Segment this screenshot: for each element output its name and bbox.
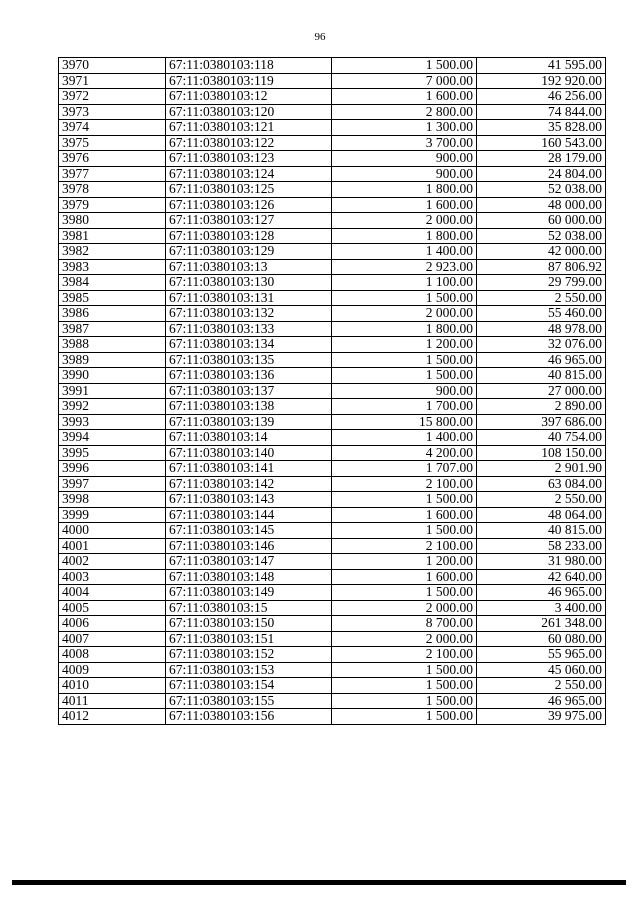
cadastral-number-cell: 67:11:0380103:148 [166,569,332,585]
cadastral-value-cell: 40 815.00 [477,523,606,539]
table-row [59,569,606,585]
area-cell: 1 500.00 [332,290,477,306]
row-number-cell: 3994 [59,430,166,446]
cadastral-number-cell: 67:11:0380103:13 [166,259,332,275]
row-number-cell: 3973 [59,104,166,120]
cadastral-value-cell: 27 000.00 [477,383,606,399]
area-cell: 15 800.00 [332,414,477,430]
area-cell: 1 500.00 [332,492,477,508]
table-row [59,600,606,616]
cadastral-number-cell: 67:11:0380103:149 [166,585,332,601]
cadastral-value-cell: 46 965.00 [477,585,606,601]
area-cell: 2 923.00 [332,259,477,275]
cadastral-number-cell: 67:11:0380103:141 [166,461,332,477]
area-cell: 1 500.00 [332,368,477,384]
row-number-cell: 3980 [59,213,166,229]
area-cell: 1 500.00 [332,662,477,678]
area-cell: 1 600.00 [332,569,477,585]
cadastral-value-cell: 29 799.00 [477,275,606,291]
cadastral-value-cell: 52 038.00 [477,182,606,198]
cadastral-value-cell: 87 806.92 [477,259,606,275]
cadastral-number-cell: 67:11:0380103:119 [166,73,332,89]
row-number-cell: 4008 [59,647,166,663]
table-row [59,492,606,508]
table-row [59,523,606,539]
row-number-cell: 4002 [59,554,166,570]
area-cell: 1 500.00 [332,523,477,539]
cadastral-value-cell: 40 815.00 [477,368,606,384]
row-number-cell: 4011 [59,693,166,709]
area-cell: 1 500.00 [332,352,477,368]
area-cell: 1 600.00 [332,507,477,523]
cadastral-value-cell: 42 640.00 [477,569,606,585]
area-cell: 1 600.00 [332,89,477,105]
row-number-cell: 3995 [59,445,166,461]
area-cell: 1 600.00 [332,197,477,213]
cadastral-value-cell: 192 920.00 [477,73,606,89]
row-number-cell: 4006 [59,616,166,632]
row-number-cell: 3992 [59,399,166,415]
cadastral-value-cell: 2 550.00 [477,678,606,694]
table-row [59,290,606,306]
cadastral-value-cell: 28 179.00 [477,151,606,167]
table-row [59,631,606,647]
table-row [59,197,606,213]
area-cell: 1 500.00 [332,709,477,725]
row-number-cell: 3984 [59,275,166,291]
area-cell: 1 500.00 [332,58,477,74]
table-row [59,244,606,260]
table-row [59,337,606,353]
area-cell: 900.00 [332,151,477,167]
cadastral-number-cell: 67:11:0380103:144 [166,507,332,523]
row-number-cell: 3985 [59,290,166,306]
cadastral-value-cell: 58 233.00 [477,538,606,554]
row-number-cell: 4009 [59,662,166,678]
footer-rule [12,880,626,885]
table-row [59,709,606,725]
table-row [59,120,606,136]
row-number-cell: 3982 [59,244,166,260]
cadastral-value-cell: 397 686.00 [477,414,606,430]
table-row [59,507,606,523]
cadastral-value-cell: 48 978.00 [477,321,606,337]
cadastral-number-cell: 67:11:0380103:122 [166,135,332,151]
area-cell: 900.00 [332,383,477,399]
cadastral-value-table [58,57,606,725]
area-cell: 3 700.00 [332,135,477,151]
cadastral-value-cell: 60 000.00 [477,213,606,229]
cadastral-value-cell: 108 150.00 [477,445,606,461]
table-row [59,461,606,477]
table-row [59,445,606,461]
cadastral-number-cell: 67:11:0380103:155 [166,693,332,709]
table-row [59,166,606,182]
row-number-cell: 3987 [59,321,166,337]
cadastral-number-cell: 67:11:0380103:145 [166,523,332,539]
cadastral-number-cell: 67:11:0380103:125 [166,182,332,198]
cadastral-value-cell: 60 080.00 [477,631,606,647]
cadastral-value-cell: 41 595.00 [477,58,606,74]
cadastral-number-cell: 67:11:0380103:118 [166,58,332,74]
row-number-cell: 3998 [59,492,166,508]
table-row [59,89,606,105]
table-row [59,104,606,120]
row-number-cell: 3989 [59,352,166,368]
cadastral-value-cell: 48 064.00 [477,507,606,523]
cadastral-number-cell: 67:11:0380103:121 [166,120,332,136]
cadastral-number-cell: 67:11:0380103:134 [166,337,332,353]
cadastral-number-cell: 67:11:0380103:154 [166,678,332,694]
table-row [59,430,606,446]
row-number-cell: 4001 [59,538,166,554]
cadastral-value-cell: 32 076.00 [477,337,606,353]
table-body [59,58,606,725]
area-cell: 1 300.00 [332,120,477,136]
row-number-cell: 3997 [59,476,166,492]
cadastral-number-cell: 67:11:0380103:139 [166,414,332,430]
table-row [59,662,606,678]
table-row [59,554,606,570]
cadastral-value-cell: 48 000.00 [477,197,606,213]
cadastral-number-cell: 67:11:0380103:142 [166,476,332,492]
row-number-cell: 3988 [59,337,166,353]
cadastral-value-cell: 261 348.00 [477,616,606,632]
table-row [59,585,606,601]
row-number-cell: 3990 [59,368,166,384]
cadastral-number-cell: 67:11:0380103:131 [166,290,332,306]
cadastral-number-cell: 67:11:0380103:140 [166,445,332,461]
row-number-cell: 4007 [59,631,166,647]
cadastral-value-cell: 40 754.00 [477,430,606,446]
row-number-cell: 3981 [59,228,166,244]
area-cell: 1 400.00 [332,430,477,446]
cadastral-value-cell: 55 460.00 [477,306,606,322]
table-row [59,213,606,229]
table-row [59,399,606,415]
cadastral-value-cell: 2 550.00 [477,492,606,508]
table-row [59,275,606,291]
cadastral-number-cell: 67:11:0380103:120 [166,104,332,120]
row-number-cell: 3972 [59,89,166,105]
area-cell: 2 000.00 [332,600,477,616]
table-row [59,58,606,74]
row-number-cell: 3977 [59,166,166,182]
row-number-cell: 3999 [59,507,166,523]
row-number-cell: 3971 [59,73,166,89]
row-number-cell: 3991 [59,383,166,399]
table-row [59,538,606,554]
area-cell: 1 500.00 [332,678,477,694]
area-cell: 1 500.00 [332,585,477,601]
cadastral-number-cell: 67:11:0380103:127 [166,213,332,229]
area-cell: 1 800.00 [332,321,477,337]
area-cell: 2 800.00 [332,104,477,120]
page-number: 96 [314,31,326,43]
cadastral-number-cell: 67:11:0380103:143 [166,492,332,508]
cadastral-value-cell: 74 844.00 [477,104,606,120]
cadastral-number-cell: 67:11:0380103:152 [166,647,332,663]
table-row [59,476,606,492]
table-row [59,352,606,368]
area-cell: 4 200.00 [332,445,477,461]
cadastral-number-cell: 67:11:0380103:14 [166,430,332,446]
row-number-cell: 3978 [59,182,166,198]
cadastral-number-cell: 67:11:0380103:124 [166,166,332,182]
table-row [59,228,606,244]
area-cell: 1 200.00 [332,554,477,570]
cadastral-value-cell: 2 890.00 [477,399,606,415]
cadastral-number-cell: 67:11:0380103:137 [166,383,332,399]
area-cell: 2 100.00 [332,538,477,554]
table-row [59,693,606,709]
cadastral-value-cell: 24 804.00 [477,166,606,182]
cadastral-value-cell: 55 965.00 [477,647,606,663]
area-cell: 1 800.00 [332,228,477,244]
cadastral-number-cell: 67:11:0380103:15 [166,600,332,616]
cadastral-number-cell: 67:11:0380103:153 [166,662,332,678]
area-cell: 1 707.00 [332,461,477,477]
cadastral-value-cell: 46 256.00 [477,89,606,105]
cadastral-number-cell: 67:11:0380103:146 [166,538,332,554]
area-cell: 2 000.00 [332,213,477,229]
cadastral-value-cell: 42 000.00 [477,244,606,260]
row-number-cell: 3996 [59,461,166,477]
row-number-cell: 3979 [59,197,166,213]
cadastral-number-cell: 67:11:0380103:156 [166,709,332,725]
area-cell: 2 100.00 [332,647,477,663]
area-cell: 2 000.00 [332,631,477,647]
row-number-cell: 3993 [59,414,166,430]
cadastral-value-cell: 63 084.00 [477,476,606,492]
cadastral-number-cell: 67:11:0380103:135 [166,352,332,368]
area-cell: 1 700.00 [332,399,477,415]
table-row [59,259,606,275]
cadastral-value-cell: 45 060.00 [477,662,606,678]
area-cell: 1 200.00 [332,337,477,353]
area-cell: 8 700.00 [332,616,477,632]
table-row [59,135,606,151]
area-cell: 1 500.00 [332,693,477,709]
area-cell: 900.00 [332,166,477,182]
row-number-cell: 4003 [59,569,166,585]
cadastral-number-cell: 67:11:0380103:138 [166,399,332,415]
area-cell: 2 100.00 [332,476,477,492]
cadastral-value-cell: 2 901.90 [477,461,606,477]
cadastral-value-cell: 31 980.00 [477,554,606,570]
row-number-cell: 3983 [59,259,166,275]
row-number-cell: 4000 [59,523,166,539]
cadastral-value-cell: 52 038.00 [477,228,606,244]
cadastral-number-cell: 67:11:0380103:151 [166,631,332,647]
cadastral-number-cell: 67:11:0380103:133 [166,321,332,337]
cadastral-number-cell: 67:11:0380103:123 [166,151,332,167]
row-number-cell: 3974 [59,120,166,136]
cadastral-value-cell: 46 965.00 [477,352,606,368]
cadastral-number-cell: 67:11:0380103:128 [166,228,332,244]
table-row [59,151,606,167]
row-number-cell: 3970 [59,58,166,74]
table-row [59,678,606,694]
cadastral-value-cell: 35 828.00 [477,120,606,136]
cadastral-number-cell: 67:11:0380103:126 [166,197,332,213]
cadastral-number-cell: 67:11:0380103:150 [166,616,332,632]
area-cell: 1 100.00 [332,275,477,291]
cadastral-number-cell: 67:11:0380103:147 [166,554,332,570]
cadastral-number-cell: 67:11:0380103:129 [166,244,332,260]
area-cell: 2 000.00 [332,306,477,322]
table-row [59,321,606,337]
cadastral-value-cell: 39 975.00 [477,709,606,725]
table-row [59,414,606,430]
cadastral-value-cell: 2 550.00 [477,290,606,306]
area-cell: 7 000.00 [332,73,477,89]
row-number-cell: 4010 [59,678,166,694]
cadastral-number-cell: 67:11:0380103:136 [166,368,332,384]
row-number-cell: 3976 [59,151,166,167]
area-cell: 1 800.00 [332,182,477,198]
cadastral-value-cell: 3 400.00 [477,600,606,616]
cadastral-number-cell: 67:11:0380103:132 [166,306,332,322]
table-row [59,368,606,384]
cadastral-value-cell: 46 965.00 [477,693,606,709]
cadastral-value-cell: 160 543.00 [477,135,606,151]
table-row [59,383,606,399]
row-number-cell: 3986 [59,306,166,322]
row-number-cell: 3975 [59,135,166,151]
row-number-cell: 4012 [59,709,166,725]
row-number-cell: 4005 [59,600,166,616]
table-row [59,73,606,89]
table-row [59,647,606,663]
table-row [59,182,606,198]
row-number-cell: 4004 [59,585,166,601]
table-row [59,306,606,322]
cadastral-number-cell: 67:11:0380103:12 [166,89,332,105]
table-row [59,616,606,632]
cadastral-number-cell: 67:11:0380103:130 [166,275,332,291]
area-cell: 1 400.00 [332,244,477,260]
